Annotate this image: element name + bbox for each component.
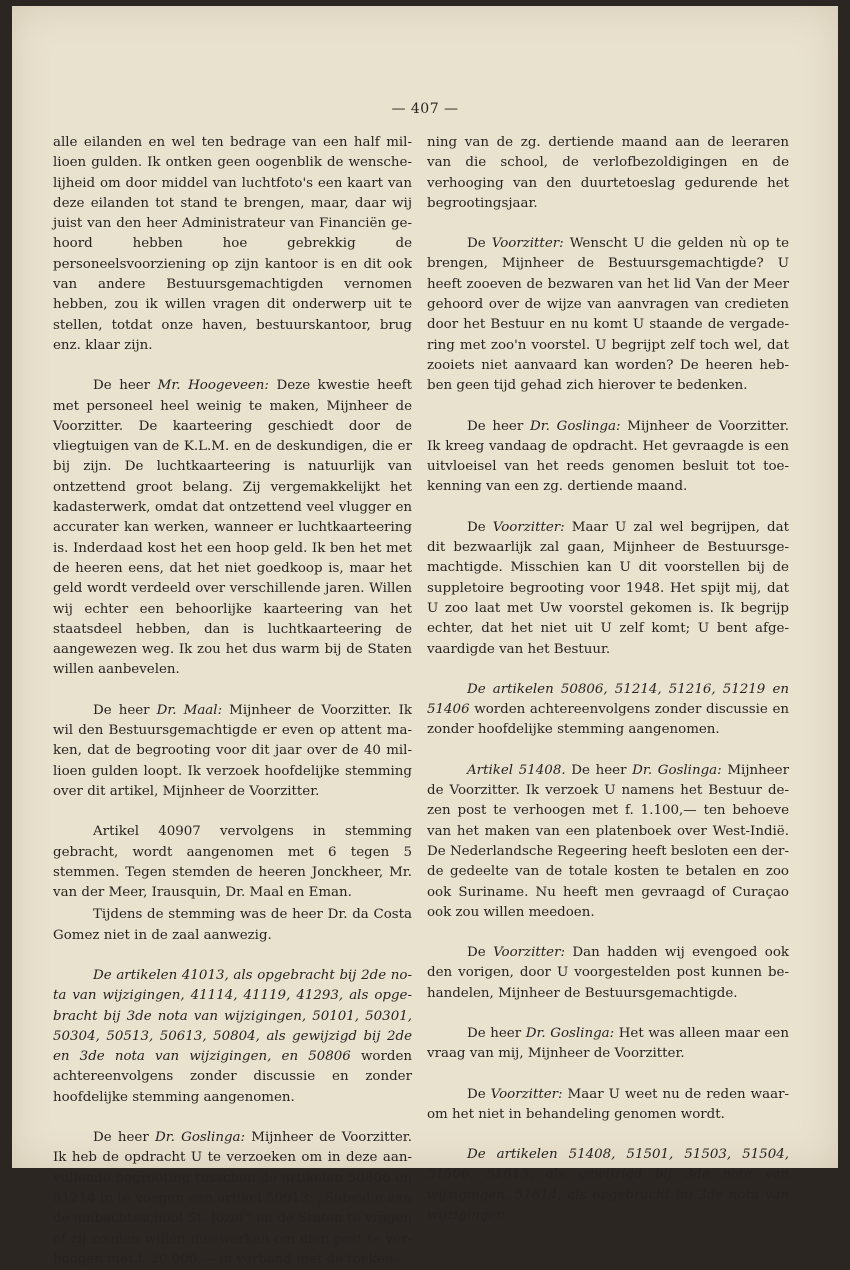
- italic-run: Dr. Goslinga:: [154, 1130, 246, 1146]
- text-run: Maar U zal wel begrijpen, dat dit bezwaarlijk zal gaan, Mijnheer de Bestuursgemachtigde. Misschien kan U dit voorstellen bij de suppletoire begrooting voor 1948. Het spijt mij, dat U zoo laat met Uw voorstel gekomen is. Ik begrijp echter, dat het niet uit U zelf komt; U bent afgevaardigde van het Bestuur.: [427, 519, 789, 657]
- paragraph: [53, 966, 412, 1108]
- italic-run: Dr. Goslinga:: [529, 418, 621, 434]
- text-run: De heer: [93, 378, 158, 394]
- text-run: Artikel 40907 vervolgens in stemming gebracht, wordt aangenomen met 6 tegen 5 stemmen. Tegen stemden de heeren Jonckheer, Mr. van der Meer, Irausquin, Dr. Maal en Eman.: [53, 824, 412, 901]
- left-column: [53, 133, 412, 1270]
- italic-run: Artikel 51408.: [467, 762, 566, 778]
- paragraph: [427, 133, 789, 214]
- italic-run: Dr. Goslinga:: [632, 762, 722, 778]
- italic-run: Voorzitter:: [491, 236, 564, 252]
- text-run: Mijnheer de Voorzitter. Ik verzoek U namens het Bestuur dezen post te verhoogen met f. 1.100,— ten behoeve van het maken van een platenboek over West-Indië. De Nederlandsche Regeering heeft besloten een derde gedeelte van de totale kosten te betalen en zoo ook Suriname. Nu heeft men gevraagd of Curaçao ook zou willen meedoen.: [427, 762, 789, 920]
- paragraph: [427, 680, 789, 741]
- text-run: Wenscht U die gelden nù op te brengen, Mijnheer de Bestuursgemachtigde? U heeft zooeven de bezwaren van het lid Van der Meer gehoord over de wijze van aanvragen van credieten door het Bestuur en nu komt U staande de vergadering met zoo'n voorstel. U begrijpt zelf toch wel, dat zooiets niet aanvaard kan worden? De heeren hebben geen tijd gehad zich hierover te bedenken.: [427, 236, 789, 394]
- text-run: ning van de zg. dertiende maand aan de leeraren van die school, de verlofbezoldigingen en de verhooging van den duurtetoeslag gedurende het begrootingsjaar.: [427, 135, 789, 211]
- paragraph: [427, 417, 789, 498]
- text-run: De heer: [93, 702, 157, 718]
- right-column: [427, 133, 789, 1226]
- italic-run: De artikelen 50806, 51214, 51216, 51219 en 51406: [427, 681, 789, 718]
- text-run: alle eilanden en wel ten bedrage van een half millioen gulden. Ik ontken geen oogenblik de wenschelijheid om door middel van luchtfoto's een kaart van deze eilanden tot stand te brengen, maar, daar wij juist van den heer Administrateur van Financiën gehoord hebben hoe gebrekkig de personeelsvoorziening op zijn kantoor is en dit ook van andere Bestuursgemachtigden vernomen hebben, zou ik willen vragen dit onderwerp uit te stellen, totdat onze haven, bestuurskantoor, brug enz. klaar zijn.: [53, 135, 412, 353]
- text-run: De heer: [93, 1130, 155, 1146]
- text-run: Het was alleen maar een vraag van mij, Mijnheer de Voorzitter.: [427, 1025, 789, 1062]
- text-run: Mijnheer de Voorzitter. Ik heb de opdracht U te verzoeken om in deze aanvullende begrooting tusschen de artikelen 50806 en 51214 in te voegen een artikel 50913: „Subsidie aan de ambachtsschool St. Jozef” en de Staten te vragen of zij zouden willen meewerken om dien post te verhoogen met f. 20.000,— in verband met de toeken-: [53, 1130, 412, 1267]
- text-run: De: [467, 519, 493, 535]
- text-run: Dan hadden wij evengoed ook den vorigen, door U voorgestelden post kunnen behandelen, Mijnheer de Bestuursgemachtigde.: [427, 945, 789, 1001]
- paragraph: [427, 1085, 789, 1126]
- text-run: De heer: [467, 418, 530, 434]
- text-run: Mijnheer de Voorzitter. Ik kreeg vandaag de opdracht. Het gevraagde is een uitvloeisel van het reeds genomen besluit tot toekenning van een zg. dertiende maand.: [427, 418, 789, 495]
- page-number: — 407 —: [391, 101, 459, 117]
- text-run: Deze kwestie heeft met personeel heel weinig te maken, Mijnheer de Voorzitter. De kaarteering geschiedt door de vliegtuigen van de K.L.M. en de deskundigen, die er bij zijn. De luchtkaarteering is natuurlijk van ontzettend groot belang. Zij vergemakkelijkt het kadasterwerk, omdat dat ontzettend veel vlugger en accurater kan werken, wanneer er luchtkaarteering is. Inderdaad kost het een hoop geld. Ik ben het met de heeren eens, dat het niet goedkoop is, maar het geld wordt verdeeld over verschillende jaren. Willen wij echter een behoorlijke kaarteering van het staatsdeel hebben, dan is luchtkaarteering de aangewezen weg. Ik zou het dus warm bij de Staten willen aanbevelen.: [53, 378, 412, 678]
- text-run: De: [467, 1086, 491, 1102]
- paragraph: [427, 234, 789, 396]
- paragraph: [53, 905, 412, 946]
- paragraph: [53, 1128, 412, 1270]
- text-run: De: [467, 236, 492, 252]
- italic-run: De artikelen 41013, als opgebracht bij 2de nota van wijzigingen, 41114, 41119, 41293, als opgebracht bij 3de nota van wijzigingen, 50101, 50301, 50304, 50513, 50613, 50804, als gewijzigd bij 2de en 3de nota van wijzigingen, en 50806: [53, 967, 412, 1065]
- paragraph: [53, 701, 412, 802]
- paragraph: [53, 376, 412, 680]
- paragraph: [427, 518, 789, 660]
- text-run: Maar U weet nu de reden waarom het niet in behandeling genomen wordt.: [427, 1086, 789, 1122]
- italic-run: De artikelen 51408, 51501, 51503, 51504, 51506, 51613, als gewijzigd bij 3de nota van wijzigingen, 51614, als opgebracht bij 3de nota van wijzigingen,: [427, 1147, 789, 1224]
- text-run: Mijnheer de Voorzitter. Ik wil den Bestuursgemachtigde er even op attent maken, dat de begrooting voor dit jaar over de 40 millioen gulden loopt. Ik verzoek hoofdelijke stemming over dit artikel, Mijnheer de Voorzitter.: [53, 702, 412, 799]
- text-run: Tijdens de stemming was de heer Dr. da Costa Gomez niet in de zaal aanwezig.: [53, 907, 412, 943]
- document-page: [12, 6, 838, 1267]
- italic-run: Voorzitter:: [493, 945, 565, 961]
- text-run: De heer: [467, 1025, 526, 1041]
- paragraph: [427, 761, 789, 923]
- italic-run: Mr. Hoogeveen:: [157, 378, 269, 394]
- italic-run: Dr. Maal:: [156, 702, 223, 718]
- text-run: De: [467, 945, 494, 961]
- text-run: worden achtereenvolgens zonder discussie en zonder hoofdelijke stemming aangenomen.: [427, 702, 789, 738]
- italic-run: Voorzitter:: [490, 1086, 563, 1102]
- text-run: De heer: [565, 762, 633, 778]
- paragraph: [53, 133, 412, 356]
- italic-run: Voorzitter:: [492, 519, 565, 535]
- paragraph: [427, 1024, 789, 1065]
- text-run: worden achtereenvolgens zonder discussie en zonder hoofdelijke stemming aangenomen.: [53, 1049, 412, 1105]
- italic-run: Dr. Goslinga:: [525, 1025, 615, 1041]
- paragraph: [53, 822, 412, 903]
- paragraph: [427, 943, 789, 1004]
- paragraph: [427, 1145, 789, 1226]
